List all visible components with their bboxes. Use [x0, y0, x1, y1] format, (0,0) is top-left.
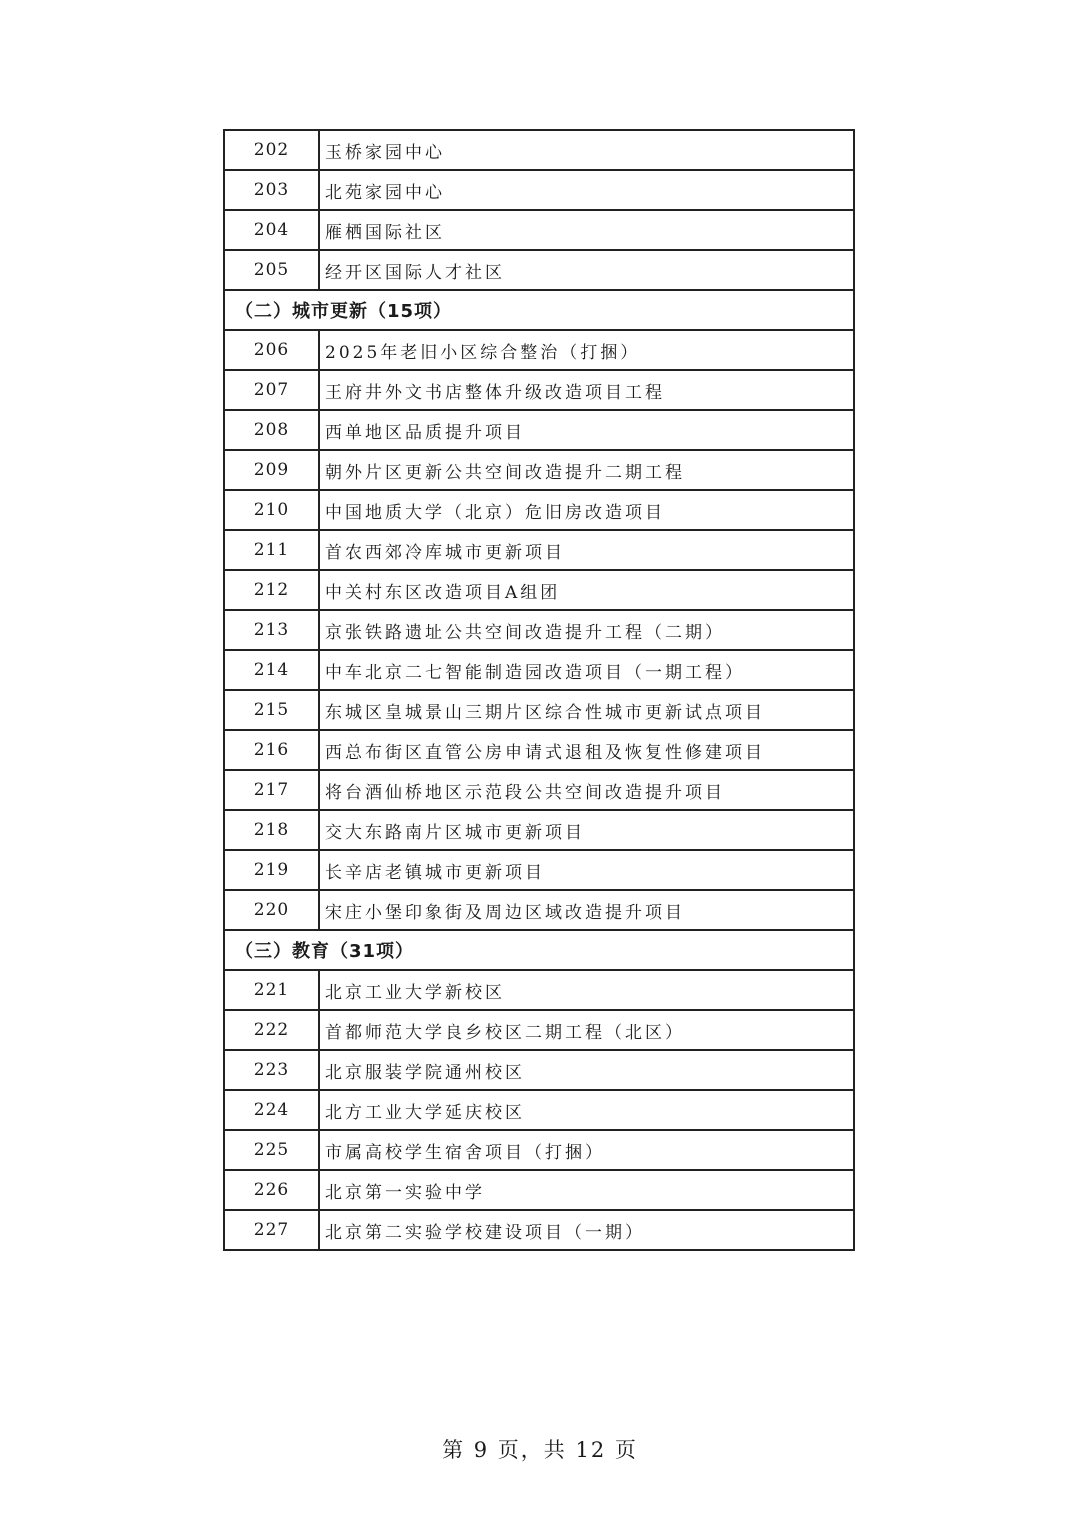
section-header-row: [224, 930, 854, 970]
row-number: 213: [224, 610, 319, 650]
table-row: [224, 450, 854, 490]
row-number: 207: [224, 370, 319, 410]
project-name: 北京工业大学新校区: [319, 970, 854, 1010]
project-name: 首都师范大学良乡校区二期工程（北区）: [319, 1010, 854, 1050]
row-number: 208: [224, 410, 319, 450]
table-row: [224, 530, 854, 570]
row-number: 221: [224, 970, 319, 1010]
project-name: 2025年老旧小区综合整治（打捆）: [319, 330, 854, 370]
table-row: [224, 690, 854, 730]
row-number: 212: [224, 570, 319, 610]
row-number: 214: [224, 650, 319, 690]
table-body: [224, 130, 854, 1250]
table-row: [224, 850, 854, 890]
table-row: [224, 730, 854, 770]
project-name: 中车北京二七智能制造园改造项目（一期工程）: [319, 650, 854, 690]
project-name: 经开区国际人才社区: [319, 250, 854, 290]
table-row: [224, 170, 854, 210]
row-number: 204: [224, 210, 319, 250]
row-number: 216: [224, 730, 319, 770]
table-row: [224, 770, 854, 810]
table-row: [224, 370, 854, 410]
project-name: 首农西郊冷库城市更新项目: [319, 530, 854, 570]
project-name: 宋庄小堡印象街及周边区域改造提升项目: [319, 890, 854, 930]
row-number: 223: [224, 1050, 319, 1090]
table-row: [224, 1090, 854, 1130]
row-number: 222: [224, 1010, 319, 1050]
project-name: 交大东路南片区城市更新项目: [319, 810, 854, 850]
project-name: 北苑家园中心: [319, 170, 854, 210]
row-number: 225: [224, 1130, 319, 1170]
row-number: 206: [224, 330, 319, 370]
project-name: 京张铁路遗址公共空间改造提升工程（二期）: [319, 610, 854, 650]
section-title: （三）教育（31项）: [224, 930, 854, 970]
row-number: 227: [224, 1210, 319, 1250]
row-number: 219: [224, 850, 319, 890]
table-row: [224, 570, 854, 610]
page-footer: 第 9 页，共 12 页: [442, 1438, 638, 1462]
project-name: 北京第二实验学校建设项目（一期）: [319, 1210, 854, 1250]
row-number: 226: [224, 1170, 319, 1210]
project-name: 长辛店老镇城市更新项目: [319, 850, 854, 890]
row-number: 211: [224, 530, 319, 570]
table-row: [224, 650, 854, 690]
row-number: 218: [224, 810, 319, 850]
project-name: 将台酒仙桥地区示范段公共空间改造提升项目: [319, 770, 854, 810]
row-number: 215: [224, 690, 319, 730]
table-row: [224, 490, 854, 530]
project-name: 西单地区品质提升项目: [319, 410, 854, 450]
table-row: [224, 810, 854, 850]
project-name: 北京服装学院通州校区: [319, 1050, 854, 1090]
row-number: 224: [224, 1090, 319, 1130]
project-name: 中国地质大学（北京）危旧房改造项目: [319, 490, 854, 530]
project-name: 东城区皇城景山三期片区综合性城市更新试点项目: [319, 690, 854, 730]
table-row: [224, 330, 854, 370]
project-name: 朝外片区更新公共空间改造提升二期工程: [319, 450, 854, 490]
project-name: 北方工业大学延庆校区: [319, 1090, 854, 1130]
table-row: [224, 210, 854, 250]
table-row: [224, 1050, 854, 1090]
table-row: [224, 890, 854, 930]
table-row: [224, 1170, 854, 1210]
table-row: [224, 1010, 854, 1050]
row-number: 217: [224, 770, 319, 810]
table-row: [224, 970, 854, 1010]
project-name: 玉桥家园中心: [319, 130, 854, 170]
row-number: 209: [224, 450, 319, 490]
table-row: [224, 610, 854, 650]
project-name: 市属高校学生宿舍项目（打捆）: [319, 1130, 854, 1170]
row-number: 203: [224, 170, 319, 210]
project-list-table: [223, 129, 855, 1251]
section-header-row: [224, 290, 854, 330]
table-row: [224, 130, 854, 170]
project-name: 中关村东区改造项目A组团: [319, 570, 854, 610]
row-number: 205: [224, 250, 319, 290]
row-number: 220: [224, 890, 319, 930]
project-name: 王府井外文书店整体升级改造项目工程: [319, 370, 854, 410]
table-row: [224, 1210, 854, 1250]
table-row: [224, 250, 854, 290]
project-name: 西总布街区直管公房申请式退租及恢复性修建项目: [319, 730, 854, 770]
table-row: [224, 410, 854, 450]
row-number: 210: [224, 490, 319, 530]
row-number: 202: [224, 130, 319, 170]
table-row: [224, 1130, 854, 1170]
section-title: （二）城市更新（15项）: [224, 290, 854, 330]
project-name: 北京第一实验中学: [319, 1170, 854, 1210]
project-name: 雁栖国际社区: [319, 210, 854, 250]
